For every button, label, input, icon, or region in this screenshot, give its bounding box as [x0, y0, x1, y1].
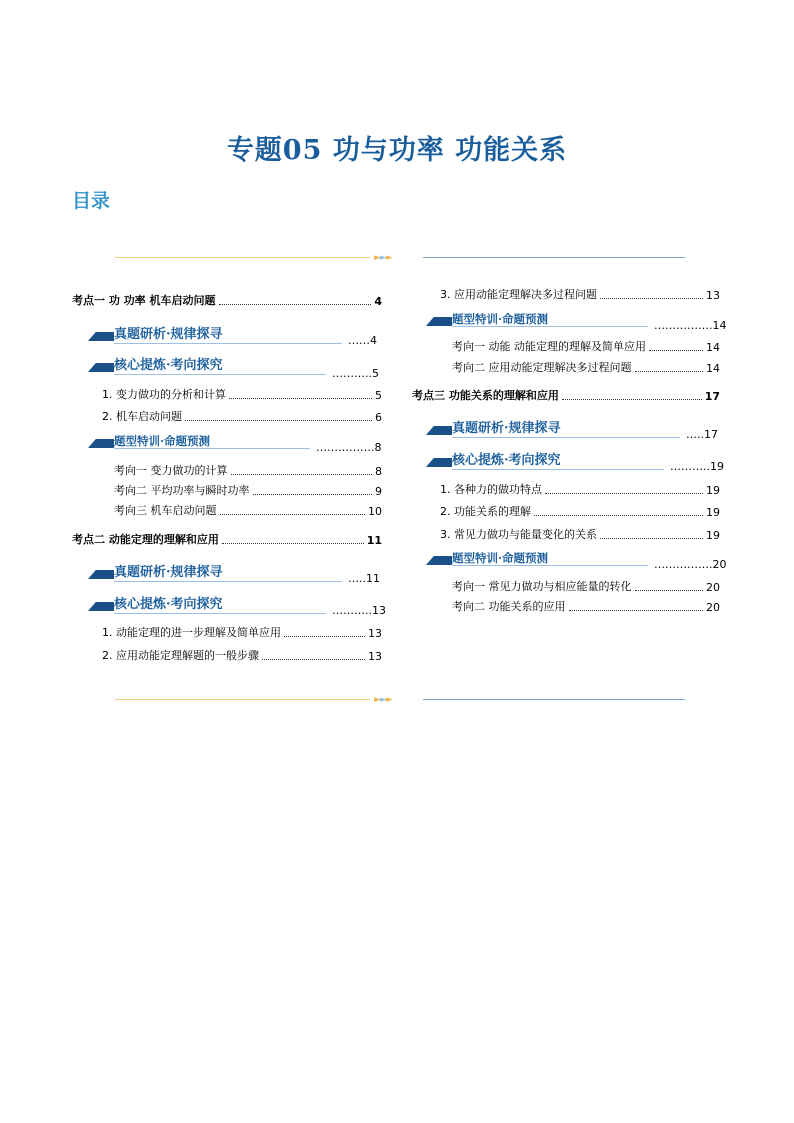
- toc-page: …………….20: [654, 558, 727, 571]
- banner-core-3[interactable]: 核心提炼·考向探究 ………..19: [426, 452, 720, 472]
- banner-real-exam-1[interactable]: 真题研析·规律探寻 ……4: [88, 326, 382, 346]
- banner-tab-icon: [88, 439, 114, 448]
- banner-core-2[interactable]: 核心提炼·考向探究 ………..13: [88, 596, 382, 616]
- toc-entry[interactable]: 考向三 机车启动问题 10: [114, 504, 382, 518]
- toc-entry-section-2[interactable]: 考点二 动能定理的理解和应用 11: [72, 533, 382, 547]
- toc-entry[interactable]: 考向一 常见力做功与相应能量的转化 20: [452, 580, 720, 594]
- banner-real-exam-3[interactable]: 真题研析·规律探寻 …..17: [426, 420, 720, 440]
- toc-entry[interactable]: 考向二 应用动能定理解决多过程问题 14: [452, 361, 720, 375]
- banner-training-2[interactable]: 题型特训·命题预测 …………….14: [426, 311, 720, 331]
- toc-entry[interactable]: 考向一 变力做功的计算 8: [114, 464, 382, 478]
- toc-entry[interactable]: 考向二 功能关系的应用 20: [452, 600, 720, 614]
- banner-tab-icon: [426, 458, 452, 467]
- banner-tab-icon: [88, 602, 114, 611]
- toc-page: …………….8: [316, 441, 382, 454]
- banner-tab-icon: [88, 570, 114, 579]
- toc-entry[interactable]: 2. 功能关系的理解 19: [440, 505, 720, 519]
- toc-entry-section-3[interactable]: 考点三 功能关系的理解和应用 17: [412, 389, 720, 403]
- toc-page: ………..5: [332, 367, 379, 380]
- bottom-divider: [115, 694, 725, 706]
- toc-page: …..17: [686, 428, 718, 441]
- toc-entry-section-1[interactable]: 考点一 功 功率 机车启动问题 4: [72, 294, 382, 308]
- toc-heading: 目录: [72, 190, 111, 212]
- toc-entry[interactable]: 3. 常见力做功与能量变化的关系 19: [440, 528, 720, 542]
- arrows-icon: ►►►: [374, 695, 392, 705]
- toc-entry[interactable]: 1. 各种力的做功特点 19: [440, 483, 720, 497]
- toc-entry[interactable]: 1. 动能定理的进一步理解及简单应用 13: [102, 626, 382, 640]
- banner-real-exam-2[interactable]: 真题研析·规律探寻 …..11: [88, 564, 382, 584]
- banner-training-1[interactable]: 题型特训·命题预测 …………….8: [88, 433, 382, 453]
- top-divider: [115, 252, 725, 264]
- toc-entry[interactable]: 3. 应用动能定理解决多过程问题 13: [440, 288, 720, 302]
- toc-entry[interactable]: 考向一 动能 动能定理的理解及简单应用 14: [452, 340, 720, 354]
- toc-page: …..11: [348, 572, 380, 585]
- banner-tab-icon: [426, 426, 452, 435]
- banner-core-1[interactable]: 核心提炼·考向探究 ………..5: [88, 357, 382, 377]
- toc-entry[interactable]: 2. 应用动能定理解题的一般步骤 13: [102, 649, 382, 663]
- toc-page: ……4: [348, 334, 377, 347]
- toc-page: ………..19: [670, 460, 724, 473]
- arrows-icon: ►►►: [374, 253, 392, 263]
- banner-training-3[interactable]: 题型特训·命题预测 …………….20: [426, 550, 720, 570]
- toc-entry[interactable]: 2. 机车启动问题 6: [102, 410, 382, 424]
- banner-tab-icon: [426, 556, 452, 565]
- toc-entry[interactable]: 考向二 平均功率与瞬时功率 9: [114, 484, 382, 498]
- banner-tab-icon: [88, 332, 114, 341]
- toc-entry[interactable]: 1. 变力做功的分析和计算 5: [102, 388, 382, 402]
- page-title: 专题05 功与功率 功能关系: [226, 135, 568, 166]
- toc-page: …………….14: [654, 319, 727, 332]
- banner-tab-icon: [88, 363, 114, 372]
- banner-tab-icon: [426, 317, 452, 326]
- toc-page: ………..13: [332, 604, 386, 617]
